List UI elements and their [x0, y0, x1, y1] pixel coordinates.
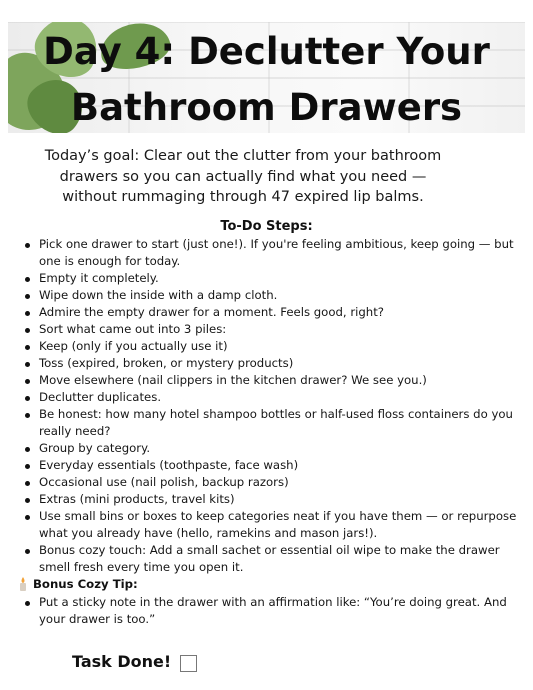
list-item: Everyday essentials (toothpaste, face wash) [22, 457, 522, 474]
page-title [8, 26, 525, 133]
list-item: Move elsewhere (nail clippers in the kitchen drawer? We see you.) [22, 372, 522, 389]
list-item: Be honest: how many hotel shampoo bottles or half-used floss containers do you really need? [22, 406, 522, 440]
steps-list [22, 236, 522, 576]
task-done-checkbox[interactable] [180, 655, 197, 672]
list-item: Pick one drawer to start (just one!). If you're feeling ambitious, keep going — but one is enough for today. [22, 236, 522, 270]
list-item: Bonus cozy touch: Add a small sachet or essential oil wipe to make the drawer smell fresh every time you open it. [22, 542, 522, 576]
list-item: Sort what came out into 3 piles: [22, 321, 522, 338]
list-item: Group by category. [22, 440, 522, 457]
header-banner [8, 22, 525, 133]
list-item: Extras (mini products, travel kits) [22, 491, 522, 508]
goal-text: Today’s goal: Clear out the clutter from your bathroom drawers so you can actually find what you need — without rummaging through 47 expired lip balms. [44, 148, 442, 205]
list-item: Use small bins or boxes to keep categories neat if you have them — or repurpose what you already have (hello, ramekins and mason jars!). [22, 508, 522, 542]
bonus-heading-label: Bonus Cozy Tip: [33, 577, 138, 591]
list-item: Toss (expired, broken, or mystery products) [22, 355, 522, 372]
title-line-2: Bathroom Drawers [70, 86, 463, 129]
list-item: Keep (only if you actually use it) [22, 338, 522, 355]
list-item: Empty it completely. [22, 270, 522, 287]
bonus-heading [17, 577, 138, 591]
list-item: Declutter duplicates. [22, 389, 522, 406]
title-line-1: Day 4: Declutter Your [43, 30, 490, 73]
bonus-list [22, 594, 512, 628]
task-done-label: Task Done! [72, 652, 172, 671]
list-item: Put a sticky note in the drawer with an affirmation like: “You’re doing great. And your drawer is too.” [22, 594, 512, 628]
steps-heading: To-Do Steps: [220, 219, 313, 234]
list-item: Occasional use (nail polish, backup razors) [22, 474, 522, 491]
list-item: Wipe down the inside with a damp cloth. [22, 287, 522, 304]
list-item: Admire the empty drawer for a moment. Feels good, right? [22, 304, 522, 321]
candle-icon [17, 577, 29, 591]
